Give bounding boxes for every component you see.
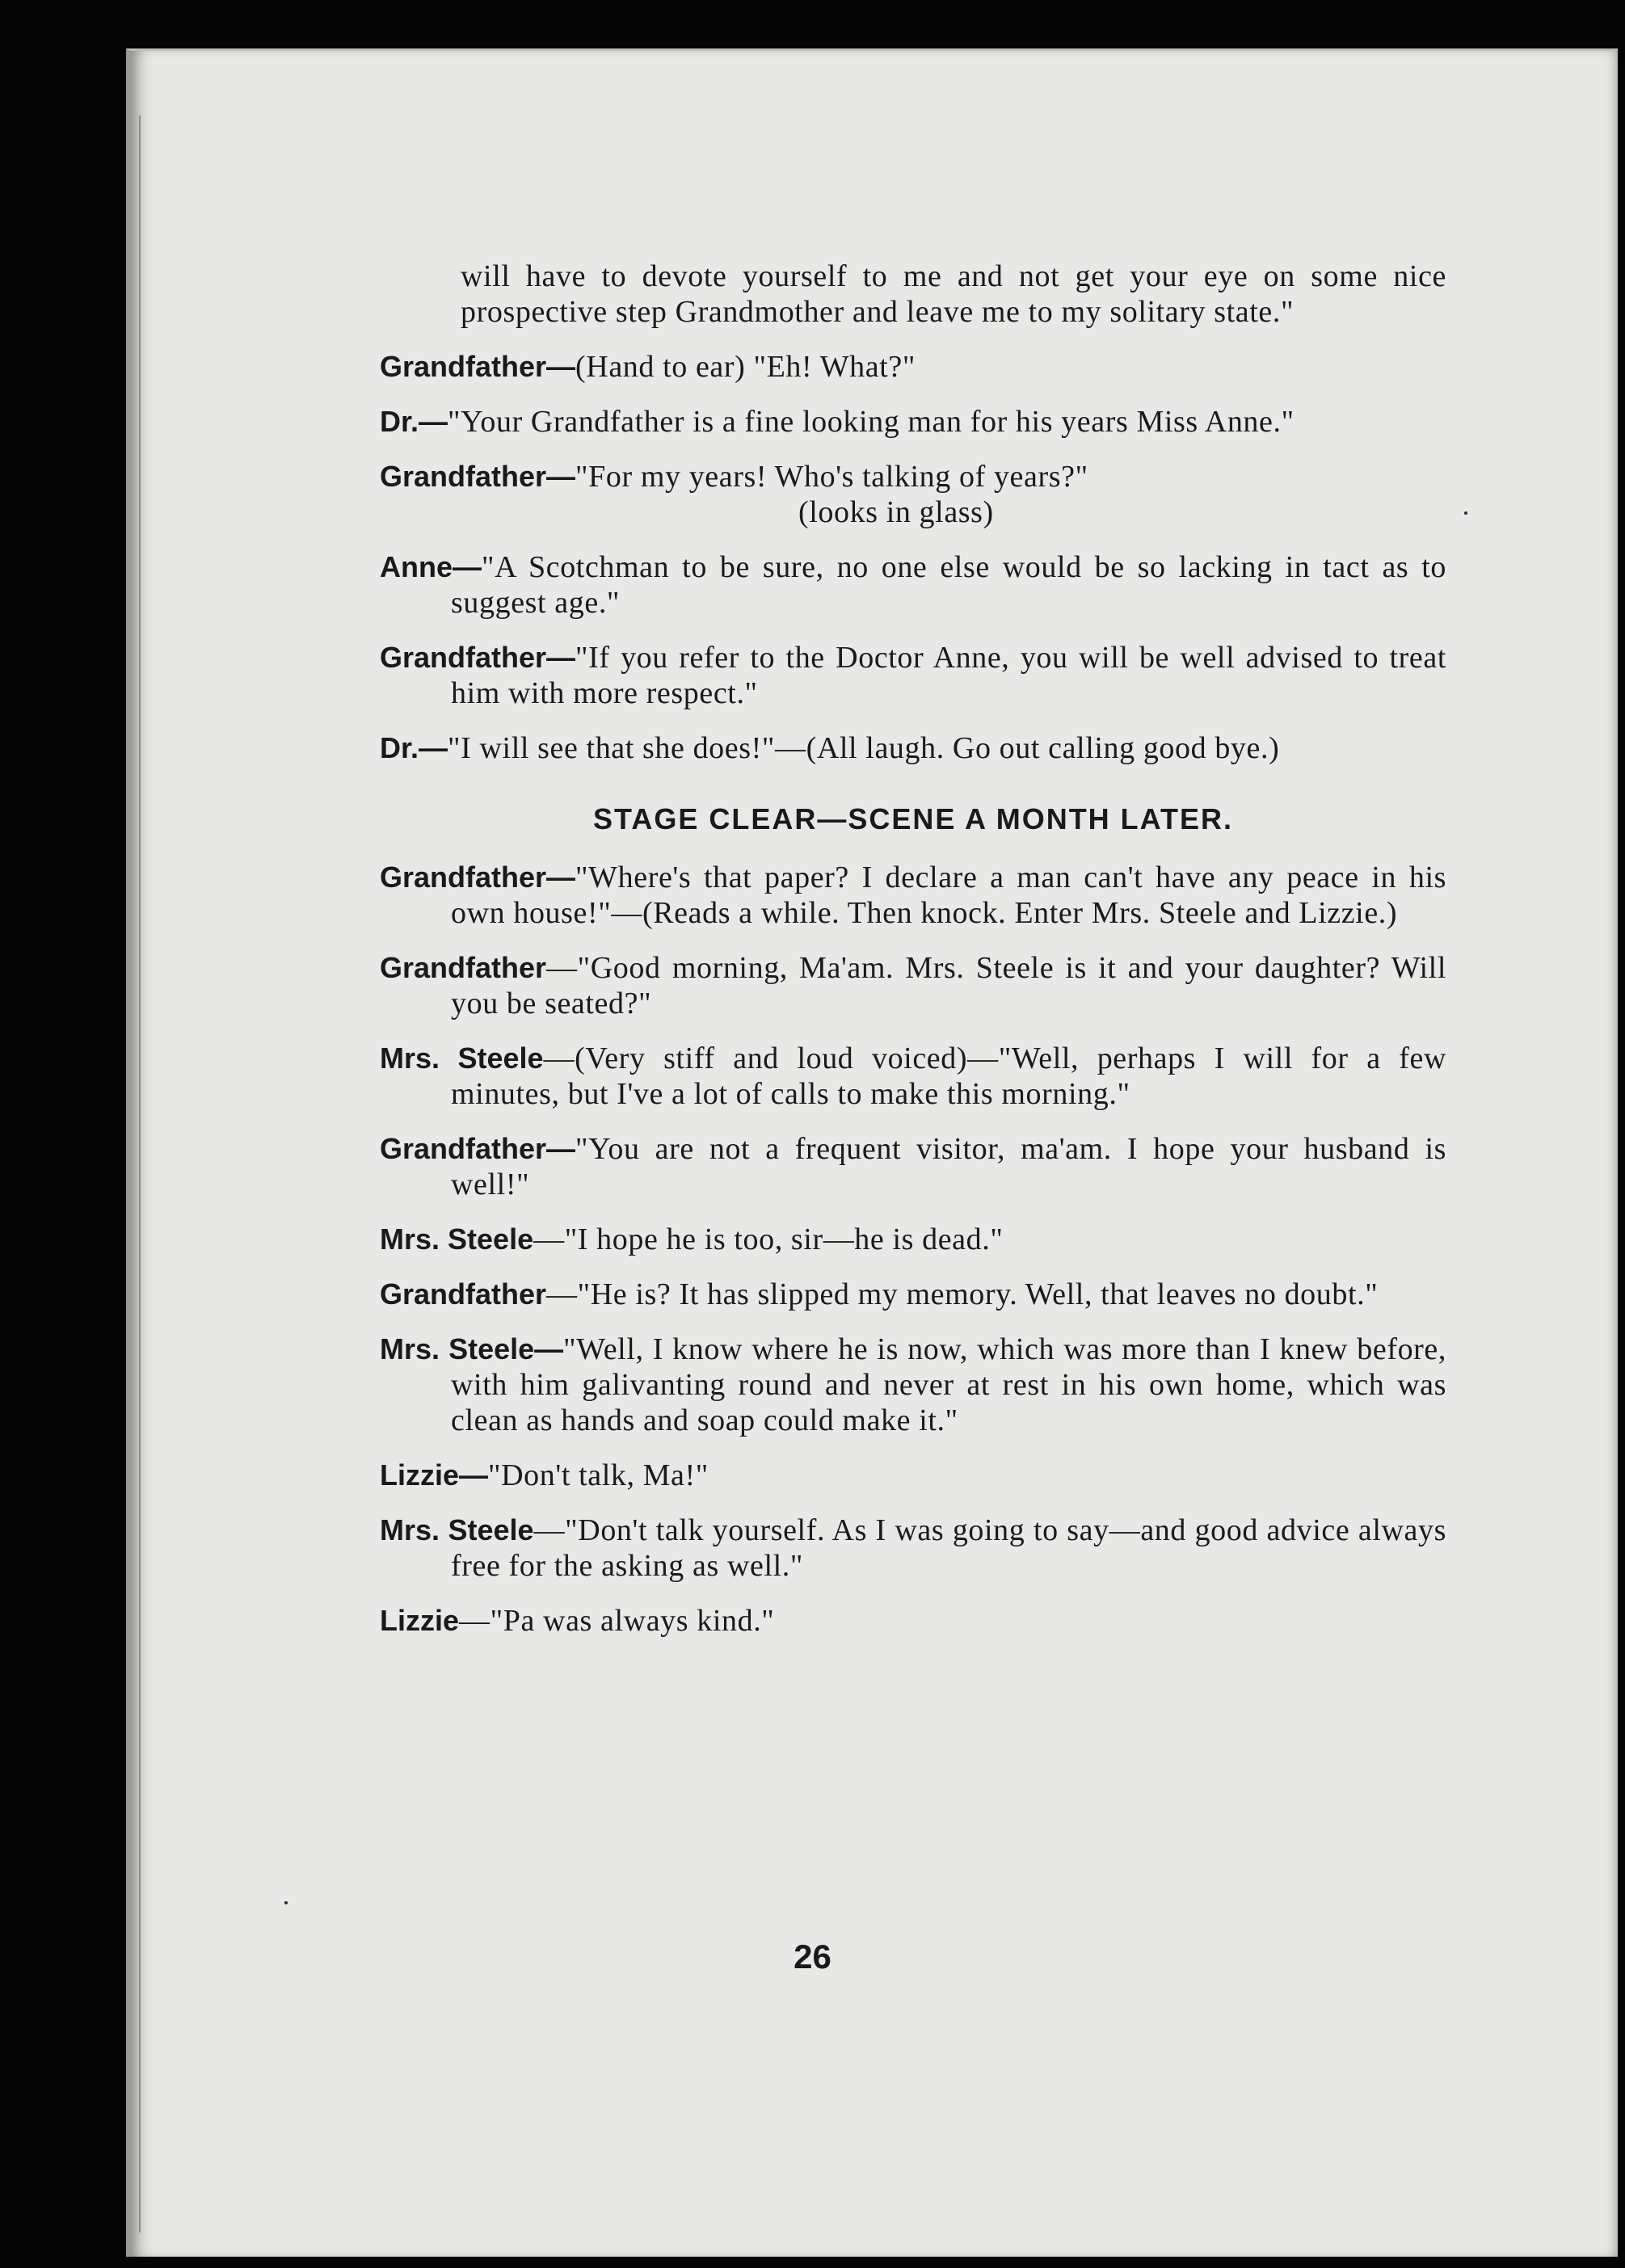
speaker-name: Dr.— — [380, 731, 448, 764]
speech-line — [380, 1277, 1446, 1312]
speaker-name: Grandfather— — [380, 460, 576, 493]
speaker-name: Mrs. Steele — [380, 1041, 544, 1075]
speech-text: "For my years! Who's talking of years?" — [575, 460, 1088, 494]
speech-line — [380, 1041, 1446, 1112]
speaker-name: Grandfather— — [380, 1132, 576, 1165]
speech-line — [380, 640, 1446, 711]
speech-line — [380, 459, 1446, 530]
speech-line — [380, 950, 1446, 1021]
speech-text: "You are not a frequent visitor, ma'am. I hope your husband is well!" — [451, 1132, 1446, 1201]
speech-line — [380, 259, 1446, 330]
speech-text: —(Very stiff and loud voiced)—"Well, perhaps I will for a few minutes, but I've a lot of calls to make this morning." — [451, 1041, 1447, 1111]
speech-text: —"Pa was always kind." — [459, 1604, 775, 1638]
speech-line — [380, 404, 1446, 440]
speech-line — [380, 549, 1446, 621]
speaker-name: Anne— — [380, 550, 482, 583]
speech-text: "Well, I know where he is now, which was more than I knew before, with him galivanting round and never at rest in his own home, which was clean as hands and soap could make it." — [451, 1332, 1446, 1437]
speaker-name: Grandfather— — [380, 860, 576, 894]
speech-text: —"I hope he is too, sir—he is dead." — [533, 1222, 1004, 1256]
speech-line — [380, 1131, 1446, 1202]
dust-speck — [1464, 511, 1467, 515]
speech-text: —"Good morning, Ma'am. Mrs. Steele is it and your daughter? Will you be seated?" — [451, 951, 1446, 1020]
speaker-name: Mrs. Steele — [380, 1513, 534, 1546]
speech-text: "If you refer to the Doctor Anne, you will be well advised to treat him with more respect." — [451, 641, 1446, 710]
dust-speck — [284, 1901, 288, 1904]
speaker-name: Grandfather— — [380, 641, 576, 674]
speech-line — [380, 1222, 1446, 1257]
speaker-name: Lizzie— — [380, 1458, 489, 1492]
speech-text: "A Scotchman to be sure, no one else would be so lacking in tact as to suggest age." — [451, 550, 1446, 620]
speech-line — [380, 349, 1446, 385]
speech-text: (Hand to ear) "Eh! What?" — [575, 350, 916, 384]
speech-text: "Your Grandfather is a fine looking man for his years Miss Anne." — [448, 405, 1295, 439]
page-number: 26 — [794, 1938, 831, 1976]
speaker-name: Mrs. Steele — [380, 1222, 534, 1256]
speech-line — [380, 1513, 1446, 1584]
speech-text: —"He is? It has slipped my memory. Well, that leaves no doubt." — [546, 1277, 1379, 1311]
speech-line — [380, 860, 1446, 931]
play-script-text — [380, 259, 1446, 1658]
speech-text: will have to devote yourself to me and not get your eye on some nice prospective step Grandmother and leave me to my solitary state." — [461, 259, 1446, 329]
speech-text: —"Don't talk yourself. As I was going to say—and good advice always free for the asking as well." — [451, 1513, 1446, 1583]
speaker-name: Grandfather — [380, 1277, 547, 1311]
speech-line — [380, 1458, 1446, 1493]
speech-text: "Don't talk, Ma!" — [488, 1458, 709, 1492]
speech-line — [380, 730, 1446, 766]
speech-line — [380, 1603, 1446, 1639]
speech-text: "Where's that paper? I declare a man can't have any peace in his own house!"—(Reads a while. Then knock. Enter Mrs. Steele and Lizzie.) — [451, 860, 1446, 930]
speaker-name: Lizzie — [380, 1604, 460, 1637]
speaker-name: Mrs. Steele— — [380, 1332, 564, 1365]
speaker-name: Grandfather— — [380, 350, 576, 383]
speaker-name: Grandfather — [380, 951, 547, 984]
speaker-name: Dr.— — [380, 405, 448, 438]
scene-heading: STAGE CLEAR—SCENE A MONTH LATER. — [593, 802, 1233, 835]
speech-line — [380, 1332, 1446, 1438]
binding-edge-mark — [139, 116, 141, 2232]
stage-direction: (looks in glass) — [798, 495, 994, 529]
speech-text: "I will see that she does!"—(All laugh. Go out calling good bye.) — [448, 731, 1280, 765]
